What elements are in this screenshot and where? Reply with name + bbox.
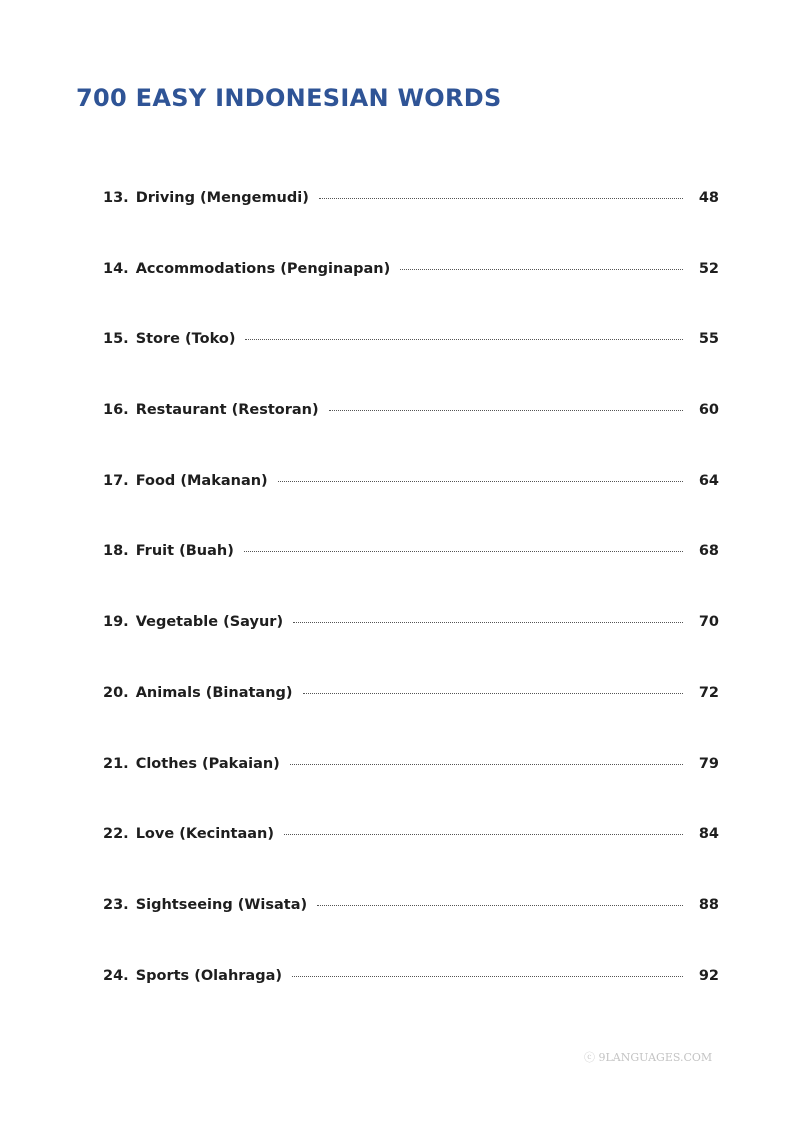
toc-entry-page: 48 <box>698 190 719 206</box>
toc-entry-label: Sightseeing (Wisata) <box>135 896 308 913</box>
toc-entry-number: 21. <box>103 755 129 772</box>
table-of-contents <box>103 190 719 1038</box>
toc-entry-page: 92 <box>698 967 719 984</box>
toc-entry-16[interactable] <box>103 402 719 473</box>
toc-entry-label: Restaurant (Restoran) <box>135 402 319 419</box>
toc-entry-page: 72 <box>698 684 719 701</box>
toc-entry-label: Driving (Mengemudi) <box>135 190 309 206</box>
toc-entry-number: 15. <box>103 331 129 348</box>
dot-leader <box>293 622 683 623</box>
dot-leader <box>290 764 683 765</box>
toc-entry-number: 19. <box>103 614 129 631</box>
dot-leader <box>292 976 683 977</box>
copyright-footer: ⓒ 9LANGUAGES.COM <box>584 1051 713 1064</box>
toc-entry-label: Sports (Olahraga) <box>135 967 282 984</box>
dot-leader <box>319 198 683 199</box>
toc-entry-number: 23. <box>103 896 129 913</box>
toc-entry-page: 64 <box>698 472 719 489</box>
toc-entry-number: 24. <box>103 967 129 984</box>
toc-entry-15[interactable] <box>103 331 719 402</box>
toc-entry-number: 22. <box>103 826 129 843</box>
toc-entry-page: 79 <box>698 755 719 772</box>
toc-entry-label: Food (Makanan) <box>135 472 268 489</box>
toc-entry-label: Animals (Binatang) <box>135 684 293 701</box>
toc-entry-18[interactable] <box>103 543 719 614</box>
toc-entry-19[interactable] <box>103 614 719 685</box>
toc-entry-number: 13. <box>103 190 129 206</box>
toc-entry-number: 14. <box>103 260 129 277</box>
toc-entry-label: Store (Toko) <box>135 331 236 348</box>
dot-leader <box>303 693 683 694</box>
dot-leader <box>317 905 683 906</box>
page-title: 700 EASY INDONESIAN WORDS <box>76 84 502 112</box>
toc-entry-label: Accommodations (Penginapan) <box>135 260 391 277</box>
toc-entry-page: 84 <box>698 826 719 843</box>
toc-entry-number: 20. <box>103 684 129 701</box>
toc-entry-number: 17. <box>103 472 129 489</box>
toc-entry-14[interactable] <box>103 261 719 332</box>
dot-leader <box>245 339 682 340</box>
toc-entry-page: 68 <box>698 543 719 560</box>
dot-leader <box>278 481 683 482</box>
toc-entry-label: Vegetable (Sayur) <box>135 614 284 631</box>
toc-entry-24[interactable] <box>103 968 719 1039</box>
toc-entry-label: Clothes (Pakaian) <box>135 755 280 772</box>
toc-entry-page: 55 <box>698 331 719 348</box>
toc-entry-22[interactable] <box>103 826 719 897</box>
toc-entry-20[interactable] <box>103 685 719 756</box>
toc-entry-number: 16. <box>103 402 129 419</box>
toc-entry-label: Fruit (Buah) <box>135 543 234 560</box>
toc-entry-13[interactable] <box>103 190 719 261</box>
toc-entry-number: 18. <box>103 543 129 560</box>
toc-entry-17[interactable] <box>103 473 719 544</box>
toc-entry-page: 70 <box>698 614 719 631</box>
toc-entry-label: Love (Kecintaan) <box>135 826 275 843</box>
toc-entry-page: 88 <box>698 896 719 913</box>
dot-leader <box>400 269 683 270</box>
toc-entry-23[interactable] <box>103 897 719 968</box>
dot-leader <box>284 834 683 835</box>
toc-entry-page: 52 <box>698 260 719 277</box>
toc-entry-21[interactable] <box>103 756 719 827</box>
dot-leader <box>329 410 683 411</box>
dot-leader <box>244 551 683 552</box>
toc-entry-page: 60 <box>698 402 719 419</box>
